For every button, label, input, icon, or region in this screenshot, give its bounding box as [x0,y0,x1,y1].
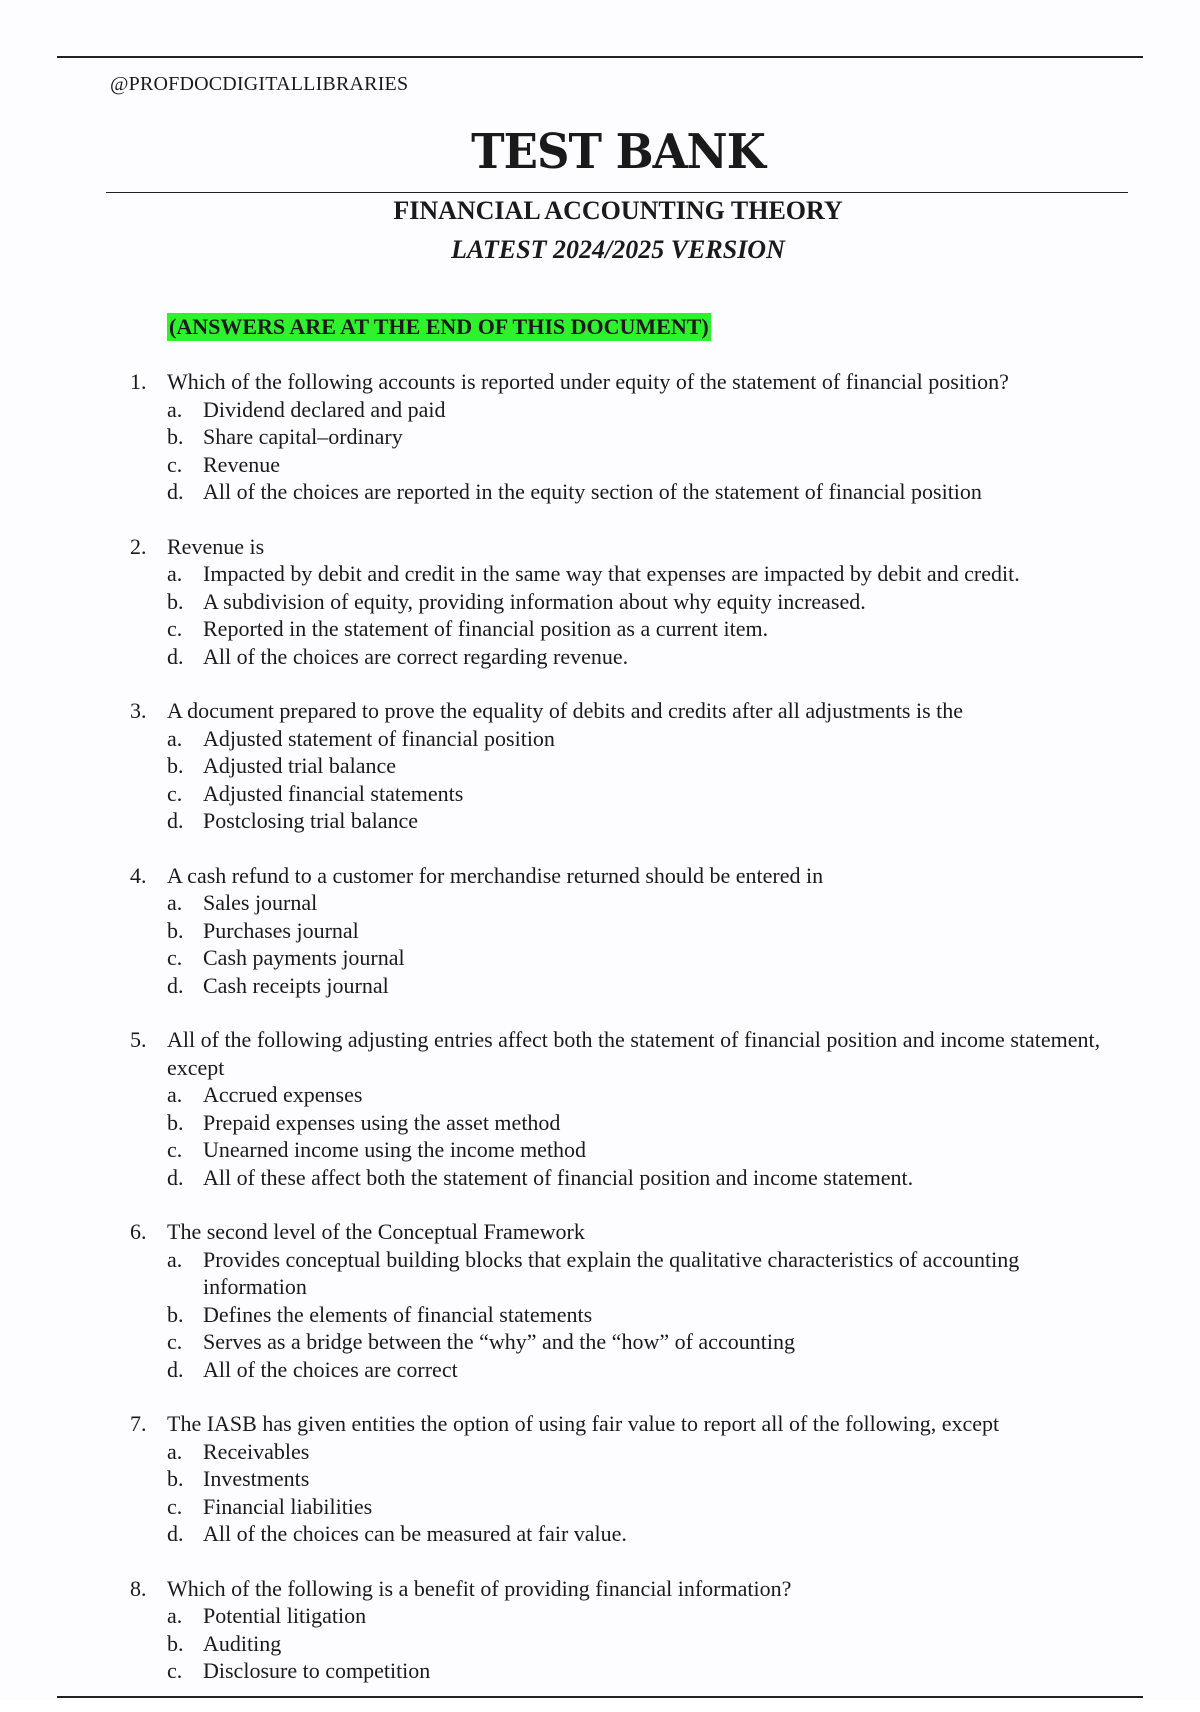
option-text: Adjusted financial statements [203,780,464,806]
option-text: Purchases journal [203,917,359,943]
option-text: Unearned income using the income method [203,1137,587,1162]
option-text: Reported in the statement of financial position as a current item. [203,616,769,641]
answer-option [0,478,1200,506]
option-letter: a. [167,1438,183,1464]
answer-option [0,807,1200,835]
option-text: Dividend declared and paid [203,396,446,422]
option-letter: c. [167,616,183,641]
option-text: All of the choices are reported in the equity section of the statement of financial position [203,479,982,504]
answer-option [0,1164,1200,1192]
option-text: Cash payments journal [203,945,405,970]
option-text: Impacted by debit and credit in the same way that expenses are impacted by debit and credit. [203,561,1020,586]
option-letter: d. [167,808,184,833]
option-letter: c. [167,451,183,477]
document-subtitle: FINANCIAL ACCOUNTING THEORY [393,196,843,225]
option-letter: b. [167,424,184,449]
answer-option [0,917,1200,945]
answer-option [0,780,1200,808]
option-letter: d. [167,1164,184,1190]
answer-option [0,1301,1200,1329]
option-letter: d. [167,479,184,504]
option-letter: a. [167,396,183,422]
option-text: Financial liabilities [203,1493,373,1519]
answer-option [0,451,1200,479]
option-letter: c. [167,780,183,806]
answer-option [0,1328,1200,1356]
question-text: A cash refund to a customer for merchandise returned should be entered in [167,862,824,888]
option-letter: a. [167,725,183,751]
option-text: All of the choices can be measured at fair value. [203,1521,627,1546]
question-item [0,1575,1200,1685]
question-number: 4. [130,862,147,888]
answer-option [0,1136,1200,1164]
answer-option [0,725,1200,753]
option-letter: d. [167,643,184,669]
option-text: Serves as a bridge between the “why” and the “how” of accounting [203,1329,795,1354]
option-text: Auditing [203,1630,282,1656]
bottom-rule [57,1696,1143,1698]
question-item [0,1410,1200,1548]
question-stem [0,1026,1200,1081]
option-text: Defines the elements of financial statements [203,1301,593,1327]
option-letter: d. [167,1356,184,1382]
question-stem [0,1218,1200,1246]
page-title: TEST BANK [471,123,765,180]
question-text: A document prepared to prove the equality of debits and credits after all adjustments is the [167,698,964,723]
answer-option [0,1438,1200,1466]
option-letter: c. [167,1493,183,1519]
answer-option [0,560,1200,588]
option-letter: c. [167,945,183,970]
answer-option [0,1246,1200,1301]
answer-option [0,972,1200,1000]
document-version: LATEST 2024/2025 VERSION [451,235,785,264]
option-text: All of the choices are correct regarding revenue. [203,643,629,669]
option-letter: b. [167,1466,184,1491]
option-text: A subdivision of equity, providing information about why equity increased. [203,588,866,614]
option-text: Revenue [203,451,280,477]
option-text: Investments [203,1466,310,1491]
answer-option [0,752,1200,780]
option-letter: c. [167,1137,183,1162]
option-letter: d. [167,1521,184,1546]
question-item [0,533,1200,671]
answers-note-highlight: (ANSWERS ARE AT THE END OF THIS DOCUMENT) [169,314,709,339]
question-stem [0,862,1200,890]
option-text: Receivables [203,1438,310,1464]
answer-option [0,1356,1200,1384]
question-number: 7. [130,1411,147,1436]
option-letter: b. [167,1301,184,1327]
answer-option [0,643,1200,671]
option-text: All of these affect both the statement of financial position and income statement. [203,1164,914,1190]
question-text: Revenue is [167,533,265,559]
question-number: 2. [130,533,147,559]
option-text: Postclosing trial balance [203,808,419,833]
option-text: Disclosure to competition [203,1658,431,1683]
question-stem [0,533,1200,561]
answer-option [0,396,1200,424]
option-text: Share capital–ordinary [203,424,403,449]
answer-option [0,1657,1200,1685]
option-text: Provides conceptual building blocks that explain the qualitative characteristics of accounting information [203,1246,1020,1299]
answer-option [0,1630,1200,1658]
option-letter: b. [167,917,184,943]
question-stem [0,368,1200,396]
option-letter: b. [167,588,184,614]
answer-option [0,588,1200,616]
question-stem [0,1575,1200,1603]
top-rule [57,56,1143,58]
question-number: 5. [130,1027,147,1052]
option-letter: b. [167,1630,184,1656]
question-stem [0,697,1200,725]
question-item [0,1026,1200,1191]
option-text: Adjusted trial balance [203,753,397,778]
question-item [0,368,1200,506]
question-item [0,1218,1200,1383]
option-text: Cash receipts journal [203,972,389,998]
option-letter: a. [167,890,183,915]
option-letter: a. [167,1246,183,1272]
question-text: The IASB has given entities the option of using fair value to report all of the following, except [167,1411,1000,1436]
question-text: Which of the following accounts is reported under equity of the statement of financial position? [167,369,1009,394]
question-text: The second level of the Conceptual Framework [167,1219,585,1244]
option-text: Adjusted statement of financial position [203,725,555,751]
question-stem [0,1410,1200,1438]
watermark-text: @PROFDOCDIGITALLIBRARIES [110,73,409,95]
question-number: 3. [130,698,147,723]
option-letter: a. [167,1082,183,1107]
option-letter: a. [167,561,183,586]
option-letter: c. [167,1329,183,1354]
question-number: 1. [130,369,147,394]
question-list [0,368,1200,1712]
answer-option [0,889,1200,917]
question-item [0,697,1200,835]
question-number: 6. [130,1219,147,1244]
answer-option [0,1493,1200,1521]
answer-option [0,1520,1200,1548]
question-text: All of the following adjusting entries affect both the statement of financial position and income statement, except [167,1027,1101,1080]
option-text: All of the choices are correct [203,1356,458,1382]
answer-option [0,1465,1200,1493]
option-text: Prepaid expenses using the asset method [203,1109,561,1135]
option-letter: b. [167,1109,184,1135]
option-text: Potential litigation [203,1603,367,1628]
title-rule [106,192,1128,193]
question-number: 8. [130,1575,147,1601]
question-text: Which of the following is a benefit of providing financial information? [167,1575,792,1601]
option-letter: d. [167,972,184,998]
option-letter: b. [167,753,184,778]
answer-option [0,1109,1200,1137]
answer-option [0,1081,1200,1109]
option-text: Sales journal [203,890,318,915]
option-letter: c. [167,1658,183,1683]
answer-option [0,423,1200,451]
option-letter: a. [167,1603,183,1628]
question-item [0,862,1200,1000]
answer-option [0,944,1200,972]
option-text: Accrued expenses [203,1082,363,1107]
answer-option [0,1602,1200,1630]
answer-option [0,615,1200,643]
